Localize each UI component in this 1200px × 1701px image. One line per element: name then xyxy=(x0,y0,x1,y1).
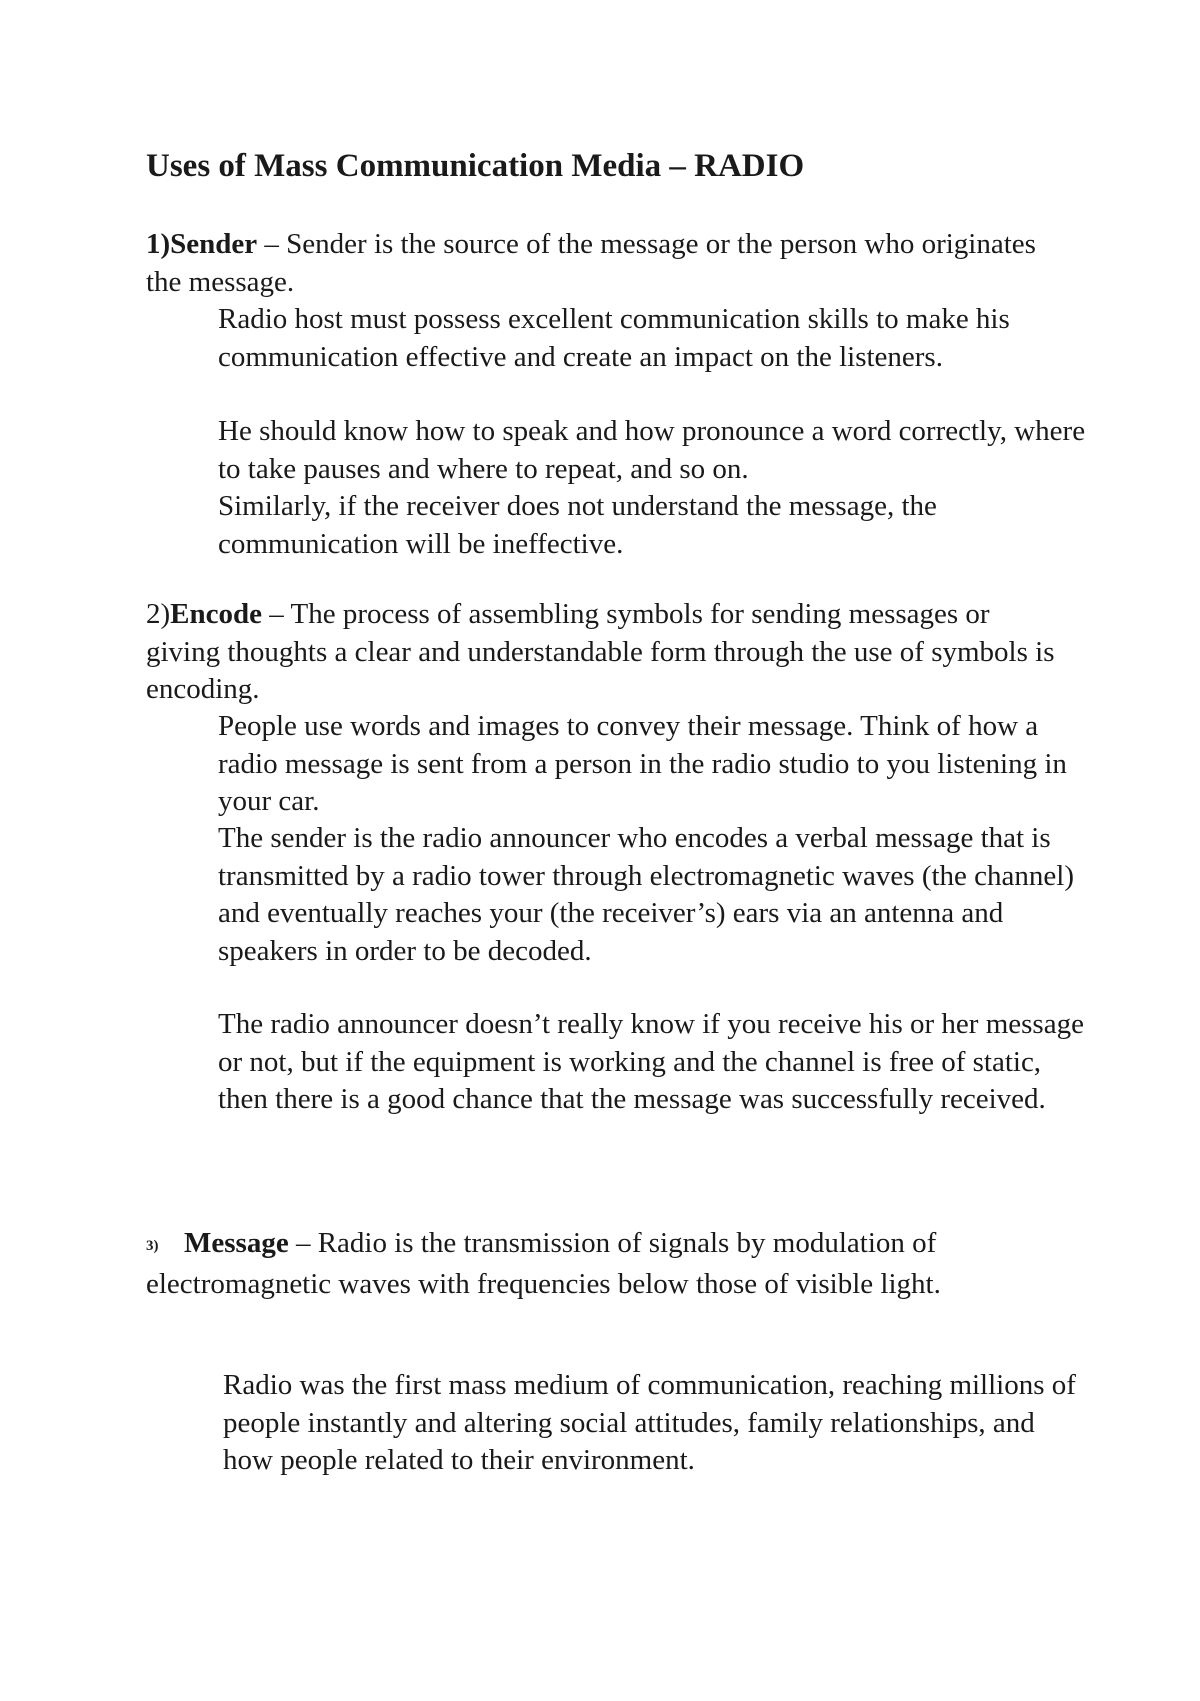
paragraph: The radio announcer doesn’t really know if you receive his or her message or not, but if the equipment is working and the channel is free of static, then there is a good chance that the message was successfully received. xyxy=(218,1008,1084,1115)
paragraph: Similarly, if the receiver does not understand the message, the communication will be ineffective. xyxy=(218,490,937,560)
section-encode-heading xyxy=(146,596,1066,709)
section-number: 1) xyxy=(146,228,171,260)
document-title: Uses of Mass Communication Media – RADIO xyxy=(146,148,805,184)
section-sender-heading xyxy=(146,226,1066,301)
section-term: Message xyxy=(184,1227,289,1259)
section-intro: – Sender is the source of the message or the person who originates the message. xyxy=(146,228,1036,298)
section-term: Encode xyxy=(170,598,263,630)
section-term: Sender xyxy=(170,228,258,260)
paragraph: People use words and images to convey their message. Think of how a radio message is sent from a person in the radio studio to you listening in your car. xyxy=(218,710,1067,817)
paragraph: He should know how to speak and how pronounce a word correctly, where to take pauses and where to repeat, and so on. xyxy=(218,415,1086,485)
section-number: 2) xyxy=(146,598,171,630)
section-message-heading xyxy=(146,1225,1066,1303)
paragraph: Radio host must possess excellent communication skills to make his communication effective and create an impact on the listeners. xyxy=(218,303,1010,373)
section-intro: – The process of assembling symbols for sending messages or giving thoughts a clear and understandable form through the use of symbols is encoding. xyxy=(146,598,1055,705)
section-intro: – Radio is the transmission of signals by modulation of electromagnetic waves with frequencies below those of visible light. xyxy=(146,1227,941,1300)
paragraph: The sender is the radio announcer who encodes a verbal message that is transmitted by a radio tower through electromagnetic waves (the channel) and eventually reaches your (the receiver’s) ears via an antenna and speakers in order to be decoded. xyxy=(218,822,1074,967)
section-number: 3) xyxy=(146,1238,159,1254)
paragraph: Radio was the first mass medium of communication, reaching millions of people instantly and altering social attitudes, family relationships, and how people related to their environment. xyxy=(223,1369,1076,1476)
